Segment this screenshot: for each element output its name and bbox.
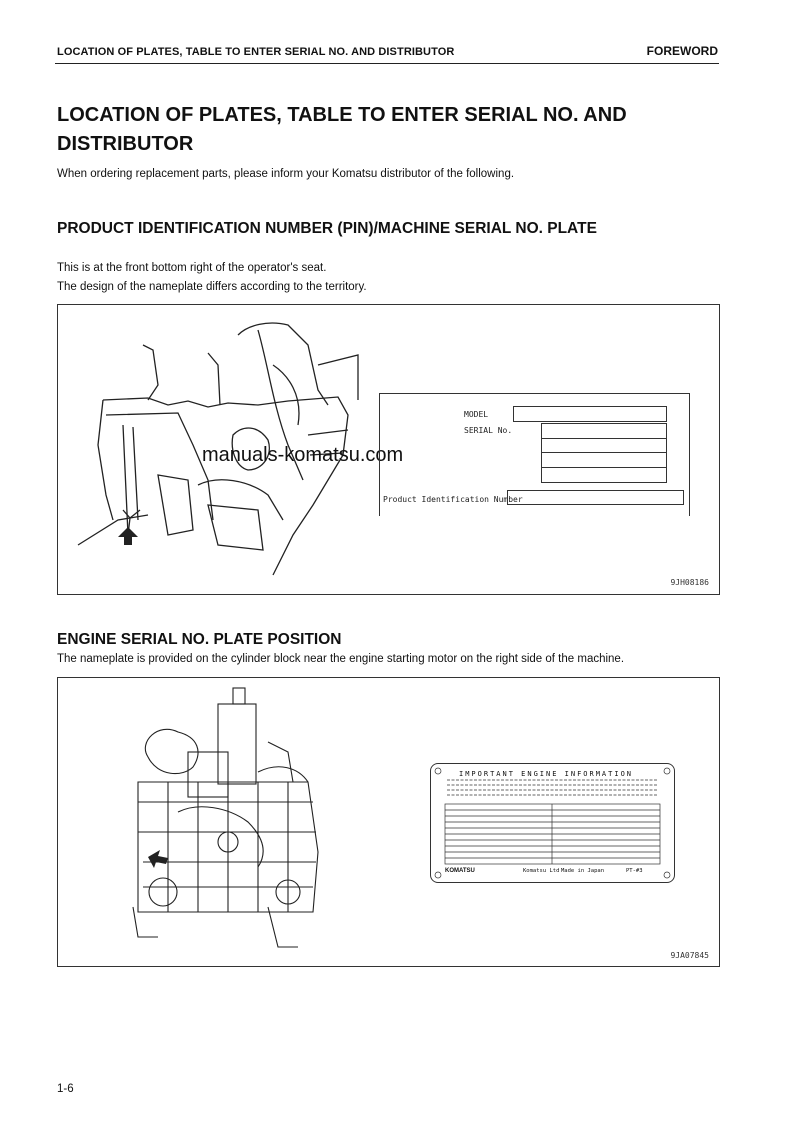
header-rule (55, 63, 719, 64)
section2-line1: The nameplate is provided on the cylinder block near the engine starting motor on the right side of the machine. (57, 653, 625, 665)
serial-box-3 (541, 453, 667, 468)
engine-plate-pt: PT-#3 (626, 868, 643, 874)
pin-box (507, 490, 684, 505)
serial-box-1 (541, 423, 667, 439)
section1-heading: PRODUCT IDENTIFICATION NUMBER (PIN)/MACHINE SERIAL NO. PLATE (57, 220, 597, 237)
engine-plate-origin: Made in Japan (561, 868, 605, 874)
engine-drawing (118, 682, 348, 962)
pin-nameplate (379, 393, 690, 516)
engine-plate-brand: KOMATSU (445, 868, 475, 874)
page-title: LOCATION OF PLATES, TABLE TO ENTER SERIAL NO. AND DISTRIBUTOR (57, 104, 627, 155)
model-box (513, 406, 667, 422)
section1-line2: The design of the nameplate differs according to the territory. (57, 281, 367, 293)
engine-info-plate-lines (431, 764, 674, 882)
section1-line1: This is at the front bottom right of the operator's seat. (57, 262, 327, 274)
watermark-text: manuals-komatsu.com (202, 444, 404, 466)
engine-plate-maker: Komatsu Ltd (523, 868, 560, 874)
running-header-right: FOREWORD (646, 44, 718, 58)
page-number: 1-6 (57, 1083, 74, 1095)
figure-code-1: 9JH08186 (670, 578, 709, 587)
figure-code-2: 9JA07845 (670, 951, 709, 960)
running-header-left: LOCATION OF PLATES, TABLE TO ENTER SERIAL NO. AND DISTRIBUTOR (57, 46, 455, 58)
engine-plate-title: IMPORTANT ENGINE INFORMATION (459, 770, 634, 778)
engine-info-plate (430, 763, 675, 883)
serial-box-2 (541, 438, 667, 453)
figure-engine-plate (57, 677, 720, 967)
intro-text: When ordering replacement parts, please inform your Komatsu distributor of the following. (57, 168, 515, 180)
model-label: MODEL (464, 410, 489, 419)
section2-heading: ENGINE SERIAL NO. PLATE POSITION (57, 631, 342, 648)
serial-box-4 (541, 468, 667, 483)
figure-pin-plate (57, 304, 720, 595)
serial-label: SERIAL No. (464, 426, 513, 435)
pin-label: Product Identification Number (383, 495, 523, 504)
